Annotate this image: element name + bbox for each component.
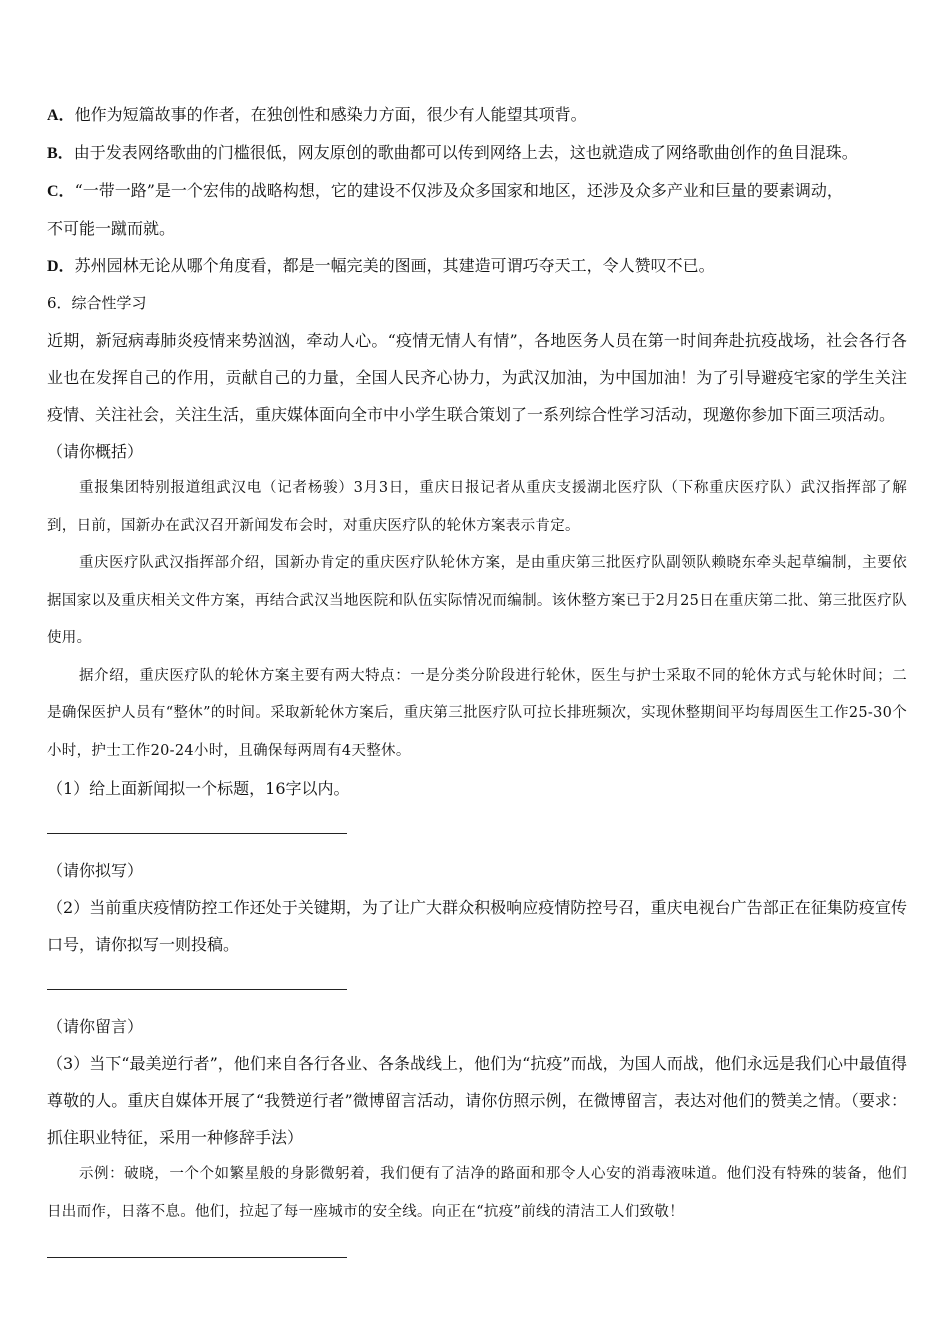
task-3: （3）当下“最美逆行者”，他们来自各行各业、各条战线上，他们为“抗疫”而战，为国人而战，他们永远是我们心中最值得尊敬的人。重庆自媒体开展了“我赞逆行者”微博留言活动，请你仿照示例，在微博留言，表达对他们的赞美之情。（要求：抓住职业特征，采用一种修辞手法） xyxy=(47,1054,907,1147)
option-c xyxy=(47,172,907,210)
section-heading-draft: （请你拟写） xyxy=(47,861,144,880)
answer-line-1[interactable] xyxy=(47,833,347,834)
option-text: “一带一路”是一个宏伟的战略构想，它的建设不仅涉及众多国家和地区，还涉及众多产业和巨量的要素调动， xyxy=(74,181,843,200)
task-1: （1）给上面新闻拟一个标题，16字以内。 xyxy=(47,779,350,798)
option-text: 苏州园林无论从哪个角度看，都是一幅完美的图画，其建造可谓巧夺天工，令人赞叹不已。 xyxy=(74,256,715,275)
news-paragraph-3: 据介绍，重庆医疗队的轮休方案主要有两大特点：一是分类分阶段进行轮休，医生与护士采取不同的轮休方式与轮休时间；二是确保医护人员有“整休”的时间。采取新轮休方案后，重庆第三批医疗队可拉长排班频次，实现休整期间平均每周医生工作25-30个小时，护士工作20-24小时，且确保每两周有4天整休。 xyxy=(47,667,907,759)
task-2: （2）当前重庆疫情防控工作还处于关键期，为了让广大群众积极响应疫情防控号召，重庆电视台广告部正在征集防疫宣传口号，请你拟写一则投稿。 xyxy=(47,898,907,954)
option-b xyxy=(47,134,907,172)
answer-line-2[interactable] xyxy=(47,989,347,990)
document-page xyxy=(47,96,907,1276)
news-paragraph-2: 重庆医疗队武汉指挥部介绍，国新办肯定的重庆医疗队轮休方案，是由重庆第三批医疗队副领队赖晓东牵头起草编制，主要依据国家以及重庆相关文件方案，再结合武汉当地医院和队伍实际情况而编制。该休整方案已于2月25日在重庆第二批、第三批医疗队使用。 xyxy=(47,555,907,646)
option-label: A． xyxy=(47,107,75,124)
question-6-intro: 近期，新冠病毒肺炎疫情来势汹汹，牵动人心。“疫情无情人有情”，各地医务人员在第一时间奔赴抗疫战场，社会各行各业也在发挥自己的作用，贡献自己的力量，全国人民齐心协力，为武汉加油，为中国加油！为了引导避疫宅家的学生关注疫情、关注社会，关注生活，重庆媒体面向全市中小学生联合策划了一系列综合性学习活动，现邀你参加下面三项活动。 xyxy=(47,331,907,424)
answer-line-3[interactable] xyxy=(47,1257,347,1258)
option-c-continuation: 不可能一蹴而就。 xyxy=(47,219,176,238)
option-label: D． xyxy=(47,258,75,275)
option-label: B． xyxy=(47,145,74,162)
option-d xyxy=(47,247,907,285)
option-text: 他作为短篇故事的作者，在独创性和感染力方面，很少有人能望其项背。 xyxy=(74,105,587,124)
section-heading-summarize: （请你概括） xyxy=(47,442,144,461)
option-text: 由于发表网络歌曲的门槛很低，网友原创的歌曲都可以传到网络上去，这也就造成了网络歌曲创作的鱼目混珠。 xyxy=(73,143,858,162)
question-6-title: 6．综合性学习 xyxy=(47,294,147,312)
news-paragraph-1: 重报集团特别报道组武汉电（记者杨骏）3月3日，重庆日报记者从重庆支援湖北医疗队（下称重庆医疗队）武汉指挥部了解到，日前，国新办在武汉召开新闻发布会时，对重庆医疗队的轮休方案表示肯定。 xyxy=(47,480,907,534)
example-paragraph: 示例：破晓，一个个如繁星般的身影微躬着，我们便有了洁净的路面和那令人心安的消毒液味道。他们没有特殊的装备，他们日出而作，日落不息。他们，拉起了每一座城市的安全线。向正在“抗疫”前线的清洁工人们致敬！ xyxy=(47,1166,907,1220)
section-heading-comment: （请你留言） xyxy=(47,1017,144,1036)
option-a xyxy=(47,96,907,134)
option-label: C． xyxy=(47,183,75,200)
